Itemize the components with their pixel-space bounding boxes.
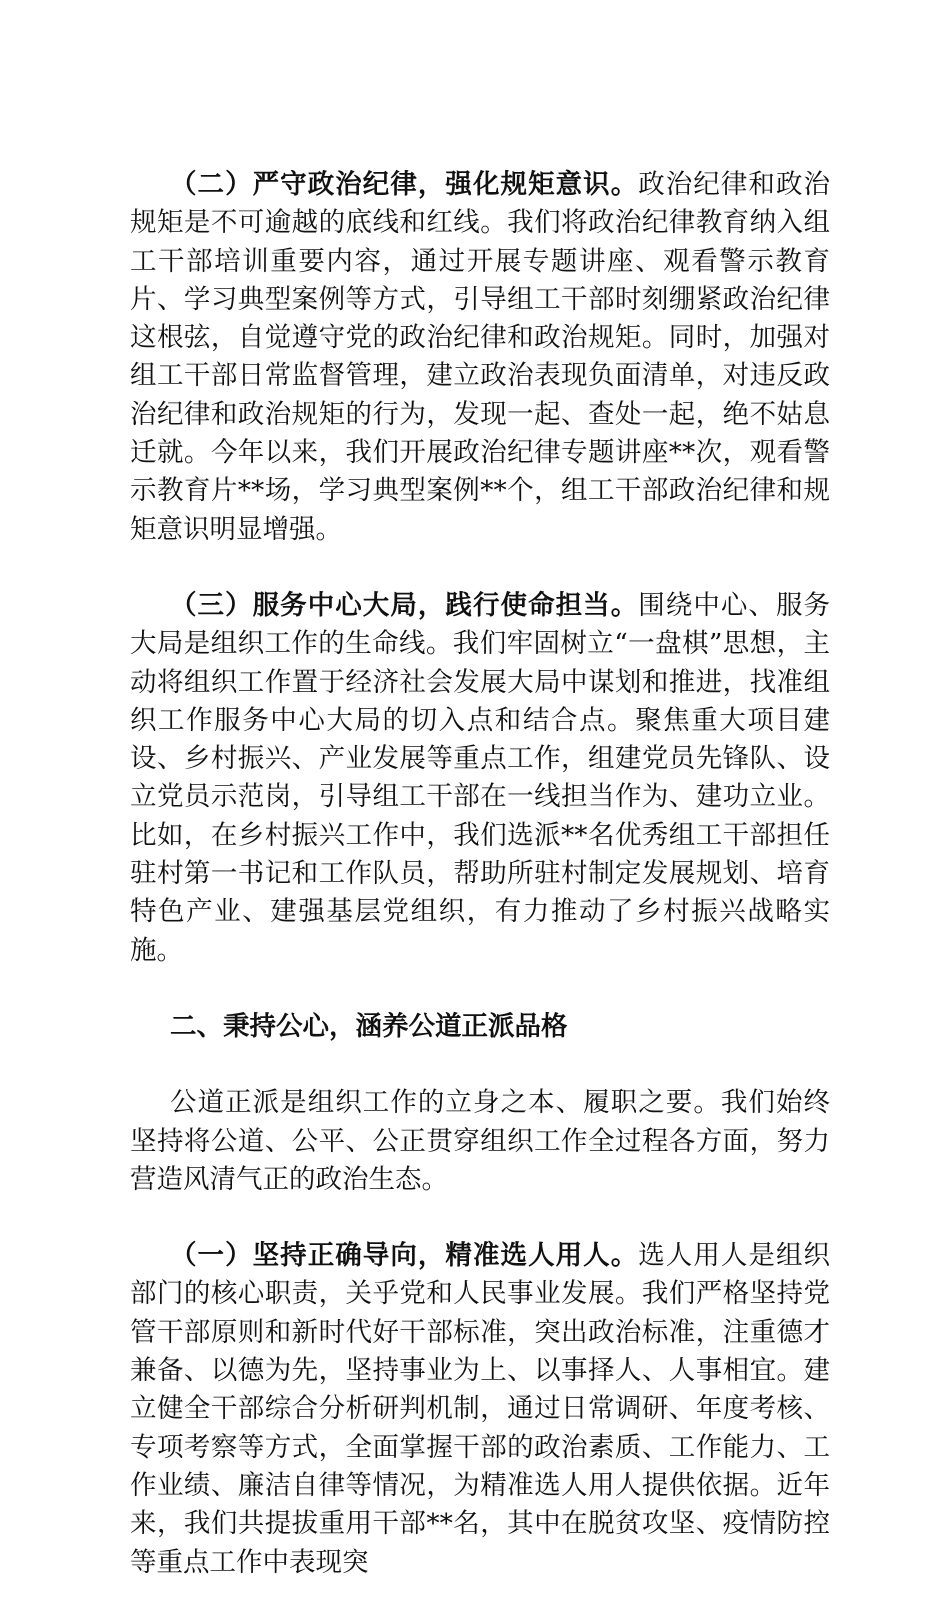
paragraph-lead: （三）服务中心大局，践行使命担当。 (170, 589, 639, 621)
document-page (130, 166, 830, 1620)
paragraph-selection (130, 1237, 830, 1582)
paragraph-lead: （一）坚持正确导向，精准选人用人。 (170, 1240, 639, 1272)
paragraph-body: 围绕中心、服务大局是组织工作的生命线。我们牢固树立“一盘棋”思想，主动将组织工作置于经济社会发展大局中谋划和推进，找准组织工作服务中心大局的切入点和结合点。聚焦重大项目建设、乡村振兴、产业发展等重点工作，组建党员先锋队、设立党员示范岗，引导组工干部在一线担当作为、建功立业。比如，在乡村振兴工作中，我们选派**名优秀组工干部担任驻村第一书记和工作队员，帮助所驻村制定发展规划、培育特色产业、建强基层党组织，有力推动了乡村振兴战略实施。 (130, 589, 831, 966)
paragraph-political-discipline (130, 166, 830, 549)
section-heading: 二、秉持公心，涵养公道正派品格 (170, 1010, 568, 1042)
paragraph-body: 政治纪律和政治规矩是不可逾越的底线和红线。我们将政治纪律教育纳入组工干部培训重要内容，通过开展专题讲座、观看警示教育片、学习典型案例等方式，引导组工干部时刻绷紧政治纪律这根弦，自觉遵守党的政治纪律和政治规矩。同时，加强对组工干部日常监督管理，建立政治表现负面清单，对违反政治纪律和政治规矩的行为，发现一起、查处一起，绝不姑息迁就。今年以来，我们开展政治纪律专题讲座**次，观看警示教育片**场，学习典型案例**个，组工干部政治纪律和规矩意识明显增强。 (130, 169, 831, 545)
paragraph-body: 选人用人是组织部门的核心职责，关乎党和人民事业发展。我们严格坚持党管干部原则和新时代好干部标准，突出政治标准，注重德才兼备、以德为先，坚持事业为上、以事择人、人事相宜。建立健全干部综合分析研判机制，通过日常调研、年度考核、专项考察等方式，全面掌握干部的政治素质、工作能力、工作业绩、廉洁自律等情况，为精准选人用人提供依据。近年来，我们共提拔重用干部**名，其中在脱贫攻坚、疫情防控等重点工作中表现突 (130, 1240, 831, 1578)
section-intro: 公道正派是组织工作的立身之本、履职之要。我们始终坚持将公道、公平、公正贯穿组织工作全过程各方面，努力营造风清气正的政治生态。 (130, 1087, 830, 1195)
paragraph-serve-overall (130, 587, 830, 970)
paragraph-lead: （二）严守政治纪律，强化规矩意识。 (170, 169, 639, 200)
